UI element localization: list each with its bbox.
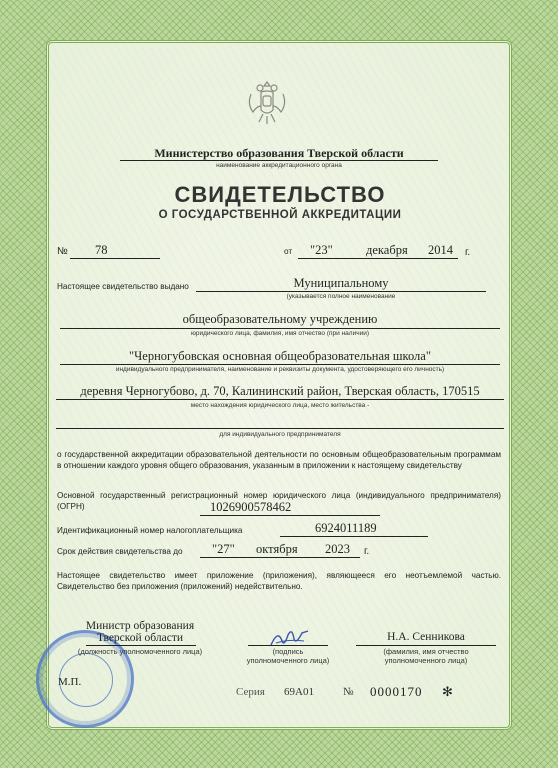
validity-month: октября bbox=[256, 542, 298, 556]
series-number-sign: № bbox=[343, 686, 354, 698]
issued-line-3: "Черногубовская основная общеобразовательная школа" bbox=[129, 349, 431, 363]
double-headed-eagle-emblem bbox=[243, 76, 291, 128]
issued-caption-5: для индивидуального предпринимателя bbox=[219, 431, 341, 438]
validity-year: 2023 bbox=[325, 542, 350, 556]
issued-caption-3: индивидуального предпринимателя, наименование и реквизиты документа, удостоверяющего его личность) bbox=[115, 366, 445, 373]
validity-label: Срок действия свидетельства до bbox=[57, 547, 183, 556]
issue-year: 2014 bbox=[428, 243, 453, 257]
certificate-number: 78 bbox=[95, 243, 108, 257]
issued-line-4: деревня Черногубово, д. 70, Калининский район, Тверская область, 170515 bbox=[80, 384, 480, 398]
issue-month: декабря bbox=[366, 243, 408, 257]
issued-caption-4: место нахождения юридического лица, место жительства - bbox=[190, 402, 370, 409]
signer-position-caption: (должность уполномоченного лица) bbox=[77, 647, 203, 656]
ministry-name: Министерство образования Тверской области bbox=[154, 146, 404, 160]
series-value: 69А01 bbox=[284, 686, 314, 698]
signer-name-caption: (фамилия, имя отчество уполномоченного лица) bbox=[383, 647, 469, 665]
date-from-label: от bbox=[284, 247, 293, 256]
series-label: Серия bbox=[236, 686, 265, 698]
certificate-subtitle: О ГОСУДАРСТВЕННОЙ АККРЕДИТАЦИИ bbox=[158, 209, 402, 221]
certificate-title: СВИДЕТЕЛЬСТВО bbox=[174, 182, 386, 207]
issued-line-2: общеобразовательному учреждению bbox=[182, 312, 378, 326]
signer-position bbox=[70, 620, 210, 644]
number-sign: № bbox=[57, 246, 68, 257]
issue-day: "23" bbox=[310, 243, 333, 257]
series-mark: ✻ bbox=[442, 684, 453, 699]
signer-name: Н.А. Сенникова bbox=[387, 631, 465, 643]
signature-caption: (подпись уполномоченного лица) bbox=[246, 647, 330, 665]
signer-position-line-1: Министр образования bbox=[85, 620, 195, 632]
ministry-caption: наименование аккредитационного органа bbox=[216, 162, 342, 169]
appendix-note: Настоящее свидетельство имеет приложение (приложения), являющееся его неотъемлемой частью. Свидетельство без приложения (приложений) недействительно. bbox=[57, 571, 501, 591]
validity-year-suffix: г. bbox=[364, 546, 370, 557]
issued-caption-1: (указывается полное наименование bbox=[286, 293, 396, 300]
issued-to-label: Настоящее свидетельство выдано bbox=[57, 282, 189, 291]
accreditation-paragraph: о государственной аккредитации образовательной деятельности по основным общеобразовательным программам в отношении каждого уровня общего образования, указанным в приложении к настоящему свидетельству bbox=[57, 450, 501, 470]
seal-place-label: М.П. bbox=[58, 676, 82, 688]
issued-caption-2: юридического лица, фамилия, имя отчество (при наличии) bbox=[190, 330, 370, 337]
series-number: 0000170 bbox=[370, 684, 423, 699]
issue-year-suffix: г. bbox=[465, 247, 471, 258]
inn-label: Идентификационный номер налогоплательщика bbox=[57, 526, 243, 535]
inn-value: 6924011189 bbox=[315, 521, 377, 535]
ogrn-value: 1026900578462 bbox=[210, 500, 292, 514]
signer-position-line-2: Тверской области bbox=[97, 632, 183, 644]
ogrn-label: Основной государственный регистрационный номер юридического лица (индивидуального предпринимателя) (ОГРН) bbox=[57, 491, 501, 511]
issued-line-1: Муниципальному bbox=[293, 276, 389, 290]
validity-day: "27" bbox=[212, 542, 235, 556]
